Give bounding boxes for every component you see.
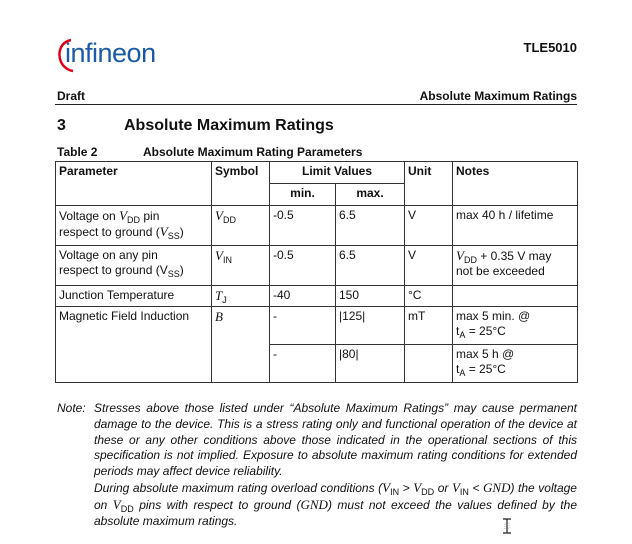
cell-min: - [270, 345, 336, 383]
section-title: Absolute Maximum Ratings [124, 117, 334, 134]
note-label: Note: [57, 401, 86, 415]
cell-unit: V [405, 206, 453, 246]
cell-symbol: $V_{IN}$ [212, 246, 270, 286]
cell-unit: °C [405, 286, 453, 307]
cell-unit: mT [405, 307, 453, 345]
cell-min: -0.5 [270, 246, 336, 286]
cell-max: 6.5 [336, 206, 405, 246]
cell-max: |80| [336, 345, 405, 383]
header-limit-values: Limit Values [270, 162, 405, 184]
header-parameter: Parameter [56, 162, 212, 206]
header-divider [55, 104, 577, 105]
cell-notes [453, 286, 578, 307]
table-title: Absolute Maximum Rating Parameters [143, 145, 363, 159]
note-body [94, 401, 577, 529]
header-max: max. [336, 184, 405, 206]
header-symbol: Symbol [212, 162, 270, 206]
document-status: Draft [57, 89, 86, 103]
cell-parameter: Magnetic Field Induction [56, 307, 212, 383]
note-paragraph-2: During absolute maximum rating overload conditions ($V_{IN} > V_{DD}$ or $V_{IN} < GND$) the voltage on $V_{DD}$ pins with respect to ground (GND) must not exceed the values defined by the absolute maximum ratings. [94, 479, 577, 528]
table-row [56, 307, 578, 345]
table-row [56, 206, 578, 246]
text-cursor-icon [500, 518, 514, 534]
cell-unit: V [405, 246, 453, 286]
table-row [56, 246, 578, 286]
cell-min: -40 [270, 286, 336, 307]
cell-unit [405, 345, 453, 383]
note-paragraph-1: Stresses above those listed under “Absolute Maximum Ratings” may cause permanent damage to the device. This is a stress rating only and functional operation of the device at these or any other conditions above those indicated in the operational sections of this specification is not implied. Exposure to absolute maximum rating conditions for extended periods may affect device reliability. [94, 401, 577, 479]
infineon-logo [57, 34, 169, 74]
cell-parameter: Voltage on any pin respect to ground $(V_{SS})$ [56, 246, 212, 286]
header-notes: Notes [453, 162, 578, 206]
running-section-header: Absolute Maximum Ratings [419, 89, 577, 103]
cell-parameter: Voltage on $V_{DD}$ pin respect to ground $(V_{SS})$ [56, 206, 212, 246]
cell-symbol: B [212, 307, 270, 383]
cell-min: -0.5 [270, 206, 336, 246]
header-min: min. [270, 184, 336, 206]
cell-min: - [270, 307, 336, 345]
table-row [56, 286, 578, 307]
section-number: 3 [57, 117, 66, 134]
cell-notes: max 5 min. @ $t_A = 25^\circ C$ [453, 307, 578, 345]
cell-notes: max 5 h @ $t_A = 25^\circ C$ [453, 345, 578, 383]
cell-max: |125| [336, 307, 405, 345]
cell-notes: max 40 h / lifetime [453, 206, 578, 246]
cell-max: 150 [336, 286, 405, 307]
table-label: Table 2 [57, 145, 98, 159]
logo-wordmark: infineon [65, 38, 156, 68]
cell-symbol: $T_J$ [212, 286, 270, 307]
ratings-table [55, 161, 578, 383]
cell-parameter: Junction Temperature [56, 286, 212, 307]
header-unit: Unit [405, 162, 453, 206]
cell-max: 6.5 [336, 246, 405, 286]
table-header-row [56, 162, 578, 184]
document-number: TLE5010 [523, 40, 577, 55]
cell-notes: $V_{DD} + 0.35$ V may not be exceeded [453, 246, 578, 286]
cell-symbol: $V_{DD}$ [212, 206, 270, 246]
